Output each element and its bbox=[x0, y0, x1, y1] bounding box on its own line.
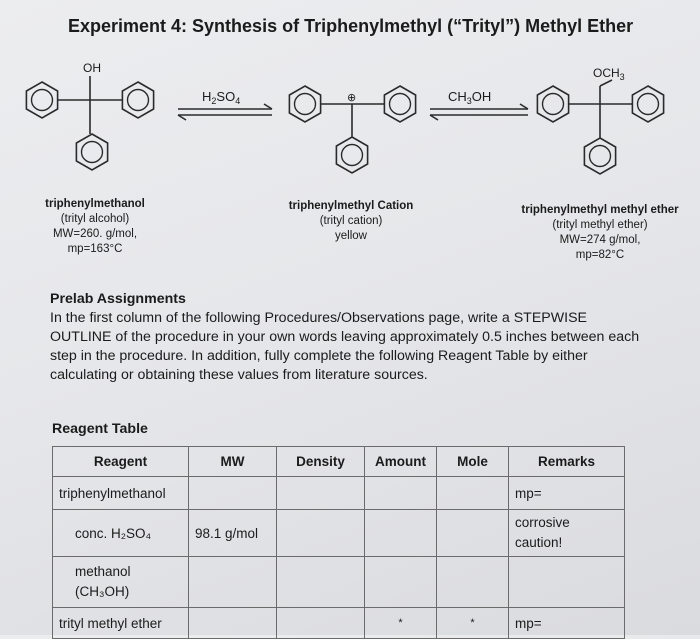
reagent-table-heading: Reagent Table bbox=[52, 421, 148, 437]
cell-mole[interactable]: * bbox=[437, 608, 509, 639]
compound-info: yellow bbox=[335, 230, 367, 242]
compound-caption-3 bbox=[505, 203, 695, 263]
och3-label: $OCH_3$ bbox=[593, 66, 625, 82]
cell-density[interactable] bbox=[277, 557, 365, 608]
methanol-label: $CH_3OH$ bbox=[448, 89, 492, 106]
cell-density[interactable] bbox=[277, 477, 365, 510]
trityl-methyl-ether-structure bbox=[537, 80, 663, 174]
header-mw: MW bbox=[189, 447, 277, 477]
compound-info: (trityl methyl ether) bbox=[552, 219, 648, 231]
compound-name: triphenylmethyl methyl ether bbox=[521, 204, 679, 216]
header-reagent: Reagent bbox=[53, 447, 189, 477]
compound-info: mp=163°C bbox=[67, 243, 123, 255]
compound-info: MW=260. g/mol, bbox=[52, 228, 138, 240]
prelab-section bbox=[50, 290, 650, 385]
oh-label: OH bbox=[83, 61, 101, 75]
cell-mole[interactable] bbox=[437, 477, 509, 510]
cell-reagent: methanol (CH₃OH) bbox=[53, 557, 189, 608]
triphenylmethanol-structure bbox=[26, 76, 153, 170]
table-row bbox=[53, 557, 625, 608]
cation-charge-icon: ⊕ bbox=[347, 91, 357, 104]
cell-reagent: conc. H₂SO₄ bbox=[53, 510, 189, 557]
equilibrium-arrow-1 bbox=[178, 104, 272, 120]
cell-mw[interactable]: 98.1 g/mol bbox=[189, 510, 277, 557]
cell-reagent: triphenylmethanol bbox=[53, 477, 189, 510]
cell-remarks[interactable]: mp= bbox=[509, 608, 625, 639]
compound-info: (trityl alcohol) bbox=[60, 213, 130, 225]
compound-name: triphenylmethanol bbox=[45, 198, 145, 210]
table-row bbox=[53, 510, 625, 557]
cell-reagent: trityl methyl ether bbox=[53, 608, 189, 639]
cell-density[interactable] bbox=[277, 510, 365, 557]
compound-name: triphenylmethyl Cation bbox=[288, 200, 414, 212]
cell-mw[interactable] bbox=[189, 477, 277, 510]
reagent-table bbox=[52, 446, 625, 639]
cell-remarks[interactable] bbox=[509, 557, 625, 608]
cell-amount[interactable]: * bbox=[365, 608, 437, 639]
cell-amount[interactable] bbox=[365, 477, 437, 510]
cell-remarks[interactable]: corrosive caution! bbox=[509, 510, 625, 557]
compound-caption-2 bbox=[272, 199, 430, 244]
header-amount: Amount bbox=[365, 447, 437, 477]
cell-remarks[interactable]: mp= bbox=[509, 477, 625, 510]
cell-amount[interactable] bbox=[365, 510, 437, 557]
header-density: Density bbox=[277, 447, 365, 477]
page-title: Experiment 4: Synthesis of Triphenylmethyl (“Trityl”) Methyl Ether bbox=[68, 16, 634, 36]
compound-info: mp=82°C bbox=[575, 249, 625, 261]
compound-info: (trityl cation) bbox=[319, 215, 383, 227]
table-row bbox=[53, 477, 625, 510]
equilibrium-arrow-2 bbox=[430, 104, 528, 120]
header-remarks: Remarks bbox=[509, 447, 625, 477]
prelab-body: In the first column of the following Procedures/Observations page, write a STEPWISE OUTLINE of the procedure in your own words leaving approximately 0.5 inches between each step in the procedure. In addition, fully complete the following Reagent Table by either calculating or obtaining these values from literature sources. bbox=[50, 310, 640, 383]
cell-mw[interactable] bbox=[189, 557, 277, 608]
cell-mole[interactable] bbox=[437, 510, 509, 557]
compound-caption-1 bbox=[20, 197, 170, 257]
table-header-row bbox=[53, 447, 625, 477]
cell-density[interactable] bbox=[277, 608, 365, 639]
prelab-heading: Prelab Assignments bbox=[50, 291, 186, 307]
h2so4-label: $H_2SO_4$ bbox=[202, 89, 241, 106]
cell-mw[interactable] bbox=[189, 608, 277, 639]
header-mole: Mole bbox=[437, 447, 509, 477]
reaction-scheme bbox=[0, 0, 700, 200]
cell-amount[interactable] bbox=[365, 557, 437, 608]
cell-mole[interactable] bbox=[437, 557, 509, 608]
compound-info: MW=274 g/mol, bbox=[559, 234, 641, 246]
table-row bbox=[53, 608, 625, 639]
